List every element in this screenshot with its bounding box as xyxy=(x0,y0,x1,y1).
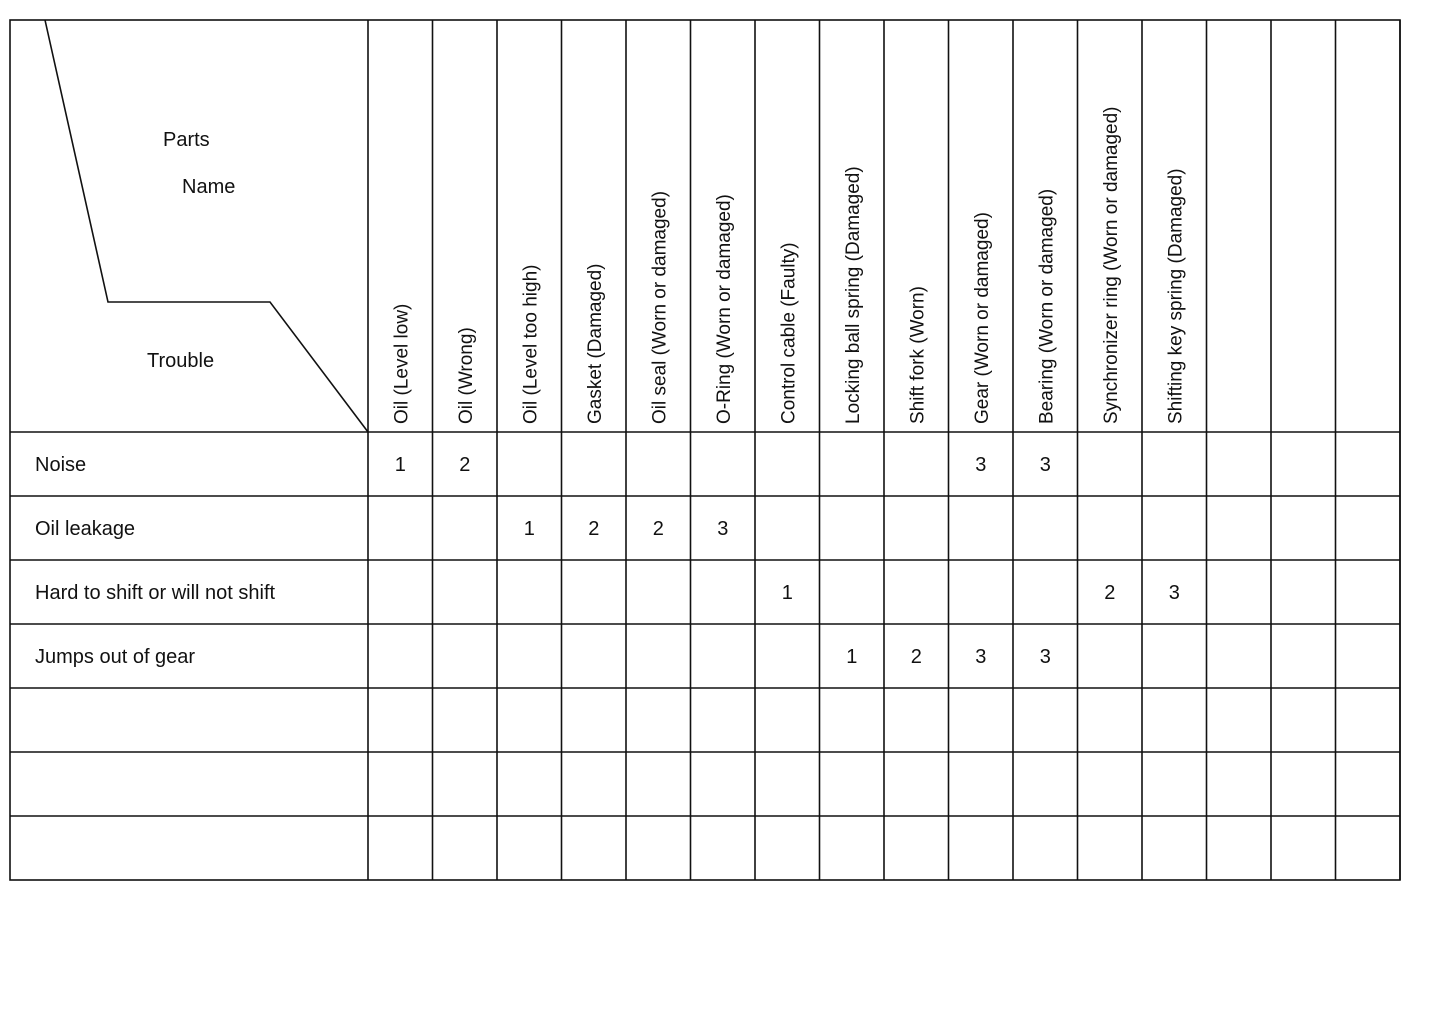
cell-value: 3 xyxy=(975,646,987,668)
column-header: Gasket (Damaged) xyxy=(584,263,606,424)
column-header: Gear (Worn or damaged) xyxy=(971,212,993,424)
cell-value: 3 xyxy=(1168,582,1180,604)
cell-value: 1 xyxy=(846,646,858,668)
row-label: Hard to shift or will not shift xyxy=(35,582,276,604)
cell-value: 3 xyxy=(975,454,987,476)
column-header: Oil seal (Worn or damaged) xyxy=(649,190,671,424)
corner-label-parts: Parts xyxy=(163,129,210,151)
cell-value: 1 xyxy=(394,454,406,476)
column-header: Control cable (Faulty) xyxy=(778,242,800,424)
cell-value: 1 xyxy=(523,518,535,540)
column-header: O-Ring (Worn or damaged) xyxy=(713,194,735,424)
table-grid xyxy=(10,20,1400,880)
column-header: Synchronizer ring (Worn or damaged) xyxy=(1100,106,1122,424)
table-border xyxy=(10,20,1400,880)
row-label: Oil leakage xyxy=(35,518,136,540)
cell-value: 1 xyxy=(781,582,793,604)
column-header: Bearing (Worn or damaged) xyxy=(1036,188,1058,424)
cell-value: 2 xyxy=(459,454,471,476)
column-header: Shift fork (Worn) xyxy=(907,286,929,424)
cell-value: 2 xyxy=(652,518,664,540)
cell-value: 2 xyxy=(910,646,922,668)
cell-value: 2 xyxy=(588,518,600,540)
column-header: Oil (Wrong) xyxy=(455,327,477,424)
column-header: Oil (Level low) xyxy=(391,303,413,424)
cell-value: 3 xyxy=(1039,646,1051,668)
column-header: Shifting key spring (Damaged) xyxy=(1165,168,1187,424)
column-header: Locking ball spring (Damaged) xyxy=(842,166,864,424)
cell-value: 3 xyxy=(1039,454,1051,476)
row-labels xyxy=(35,454,276,668)
corner-label-trouble: Trouble xyxy=(147,350,215,372)
row-label: Noise xyxy=(35,454,87,476)
table-cells xyxy=(395,454,1180,668)
corner-label-name: Name xyxy=(182,176,236,198)
column-header: Oil (Level too high) xyxy=(520,264,542,424)
cell-value: 3 xyxy=(717,518,729,540)
row-label: Jumps out of gear xyxy=(35,646,196,668)
corner-header xyxy=(147,129,235,372)
cell-value: 2 xyxy=(1104,582,1116,604)
column-headers xyxy=(391,106,1186,424)
